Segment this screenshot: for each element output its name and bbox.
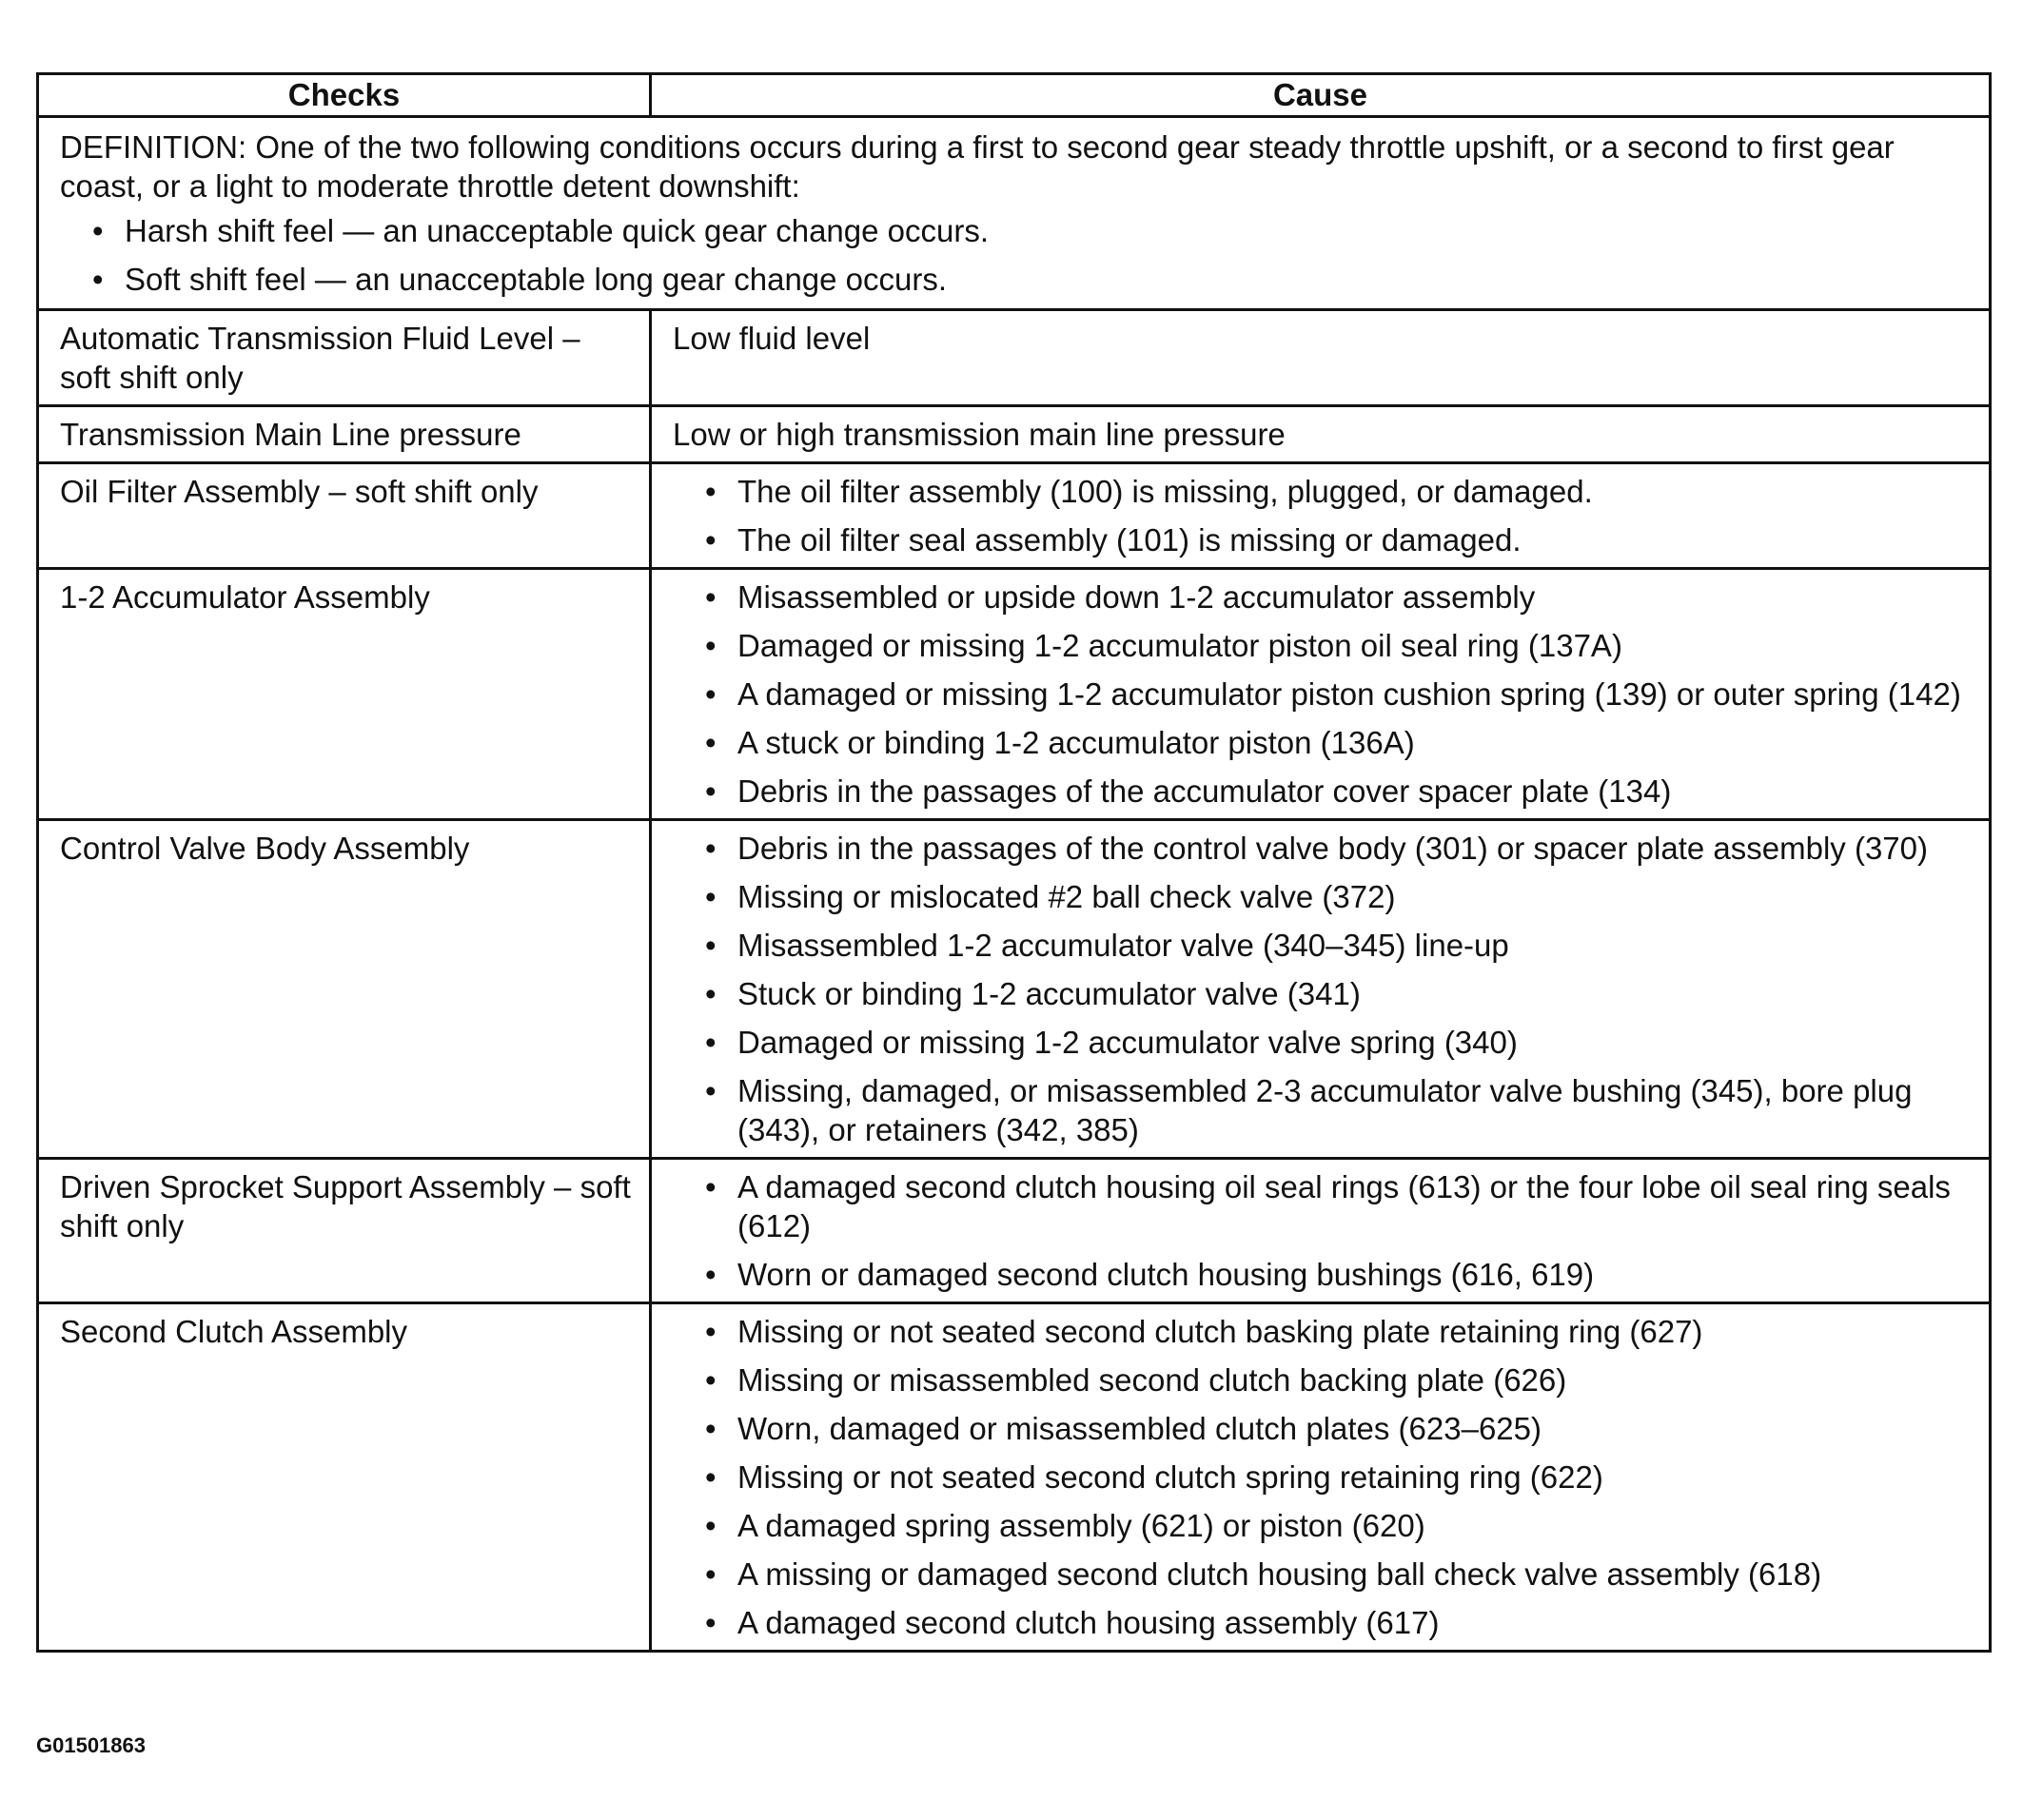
cause-cell bbox=[651, 463, 1991, 569]
cause-text: Low or high transmission main line pressure bbox=[673, 417, 1286, 452]
cause-item bbox=[673, 829, 1974, 868]
cause-bullet-list bbox=[673, 829, 1974, 1149]
cause-cell bbox=[651, 1303, 1991, 1652]
bullet-dot-icon: • bbox=[705, 1459, 717, 1495]
cause-item bbox=[673, 1603, 1974, 1642]
table-row bbox=[38, 310, 1991, 406]
cause-item bbox=[673, 577, 1974, 616]
bullet-dot-icon: • bbox=[705, 879, 717, 914]
check-cell: Oil Filter Assembly – soft shift only bbox=[38, 463, 651, 569]
check-cell: Transmission Main Line pressure bbox=[38, 406, 651, 463]
bullet-text: Misassembled 1-2 accumulator valve (340–345) line-up bbox=[737, 928, 1509, 963]
bullet-dot-icon: • bbox=[705, 474, 717, 509]
cause-item bbox=[673, 1071, 1974, 1149]
bullet-dot-icon: • bbox=[705, 628, 717, 663]
cause-item bbox=[673, 675, 1974, 714]
bullet-dot-icon: • bbox=[92, 262, 104, 297]
bullet-text: Missing or misassembled second clutch backing plate (626) bbox=[737, 1362, 1567, 1398]
definition-bullet bbox=[60, 260, 1966, 299]
bullet-text: Missing or not seated second clutch basking plate retaining ring (627) bbox=[737, 1314, 1703, 1349]
bullet-dot-icon: • bbox=[705, 522, 717, 558]
cause-bullet-list bbox=[673, 1312, 1974, 1642]
cause-cell bbox=[651, 1159, 1991, 1303]
bullet-text: Misassembled or upside down 1-2 accumulator assembly bbox=[737, 579, 1536, 615]
cause-item bbox=[673, 1506, 1974, 1545]
bullet-text: Soft shift feel — an unacceptable long gear change occurs. bbox=[125, 262, 948, 297]
bullet-text: Worn, damaged or misassembled clutch plates (623–625) bbox=[737, 1411, 1542, 1446]
bullet-dot-icon: • bbox=[705, 1362, 717, 1398]
bullet-dot-icon: • bbox=[705, 1073, 717, 1108]
check-cell: Control Valve Body Assembly bbox=[38, 820, 651, 1159]
bullet-dot-icon: • bbox=[705, 1257, 717, 1292]
cause-item bbox=[673, 1023, 1974, 1062]
bullet-text: The oil filter assembly (100) is missing, plugged, or damaged. bbox=[737, 474, 1593, 509]
bullet-dot-icon: • bbox=[705, 976, 717, 1011]
table-row bbox=[38, 569, 1991, 820]
cause-item bbox=[673, 772, 1974, 811]
cause-bullet-list bbox=[673, 472, 1974, 559]
bullet-text: Stuck or binding 1-2 accumulator valve (341) bbox=[737, 976, 1361, 1011]
bullet-text: Missing or mislocated #2 ball check valve (372) bbox=[737, 879, 1396, 914]
diagnostic-table bbox=[36, 72, 1992, 1653]
table-row bbox=[38, 406, 1991, 463]
bullet-text: The oil filter seal assembly (101) is missing or damaged. bbox=[737, 522, 1522, 558]
bullet-dot-icon: • bbox=[705, 676, 717, 712]
cause-item bbox=[673, 877, 1974, 916]
cause-bullet-list bbox=[673, 577, 1974, 811]
bullet-dot-icon: • bbox=[705, 1556, 717, 1592]
cause-item bbox=[673, 1458, 1974, 1497]
cause-bullet-list bbox=[673, 1167, 1974, 1294]
cause-item bbox=[673, 1167, 1974, 1245]
cause-item bbox=[673, 1360, 1974, 1399]
bullet-text: Missing, damaged, or misassembled 2-3 accumulator valve bushing (345), bore plug (343), or retainers (342, 385) bbox=[737, 1073, 1913, 1147]
cause-cell bbox=[651, 310, 1991, 406]
table-row bbox=[38, 1303, 1991, 1652]
bullet-dot-icon: • bbox=[705, 831, 717, 866]
bullet-dot-icon: • bbox=[705, 773, 717, 809]
bullet-dot-icon: • bbox=[705, 1169, 717, 1204]
cause-item bbox=[673, 520, 1974, 559]
check-cell: 1-2 Accumulator Assembly bbox=[38, 569, 651, 820]
cause-item bbox=[673, 926, 1974, 965]
cause-text: Low fluid level bbox=[673, 321, 871, 356]
cause-item bbox=[673, 1555, 1974, 1594]
cause-column-header: Cause bbox=[651, 74, 1991, 117]
definition-bullet-list bbox=[60, 211, 1966, 299]
bullet-text: A damaged second clutch housing assembly (617) bbox=[737, 1605, 1440, 1640]
bullet-dot-icon: • bbox=[705, 1508, 717, 1543]
figure-code: G01501863 bbox=[36, 1733, 146, 1757]
bullet-dot-icon: • bbox=[705, 928, 717, 963]
bullet-text: Damaged or missing 1-2 accumulator piston oil seal ring (137A) bbox=[737, 628, 1622, 663]
bullet-text: A damaged or missing 1-2 accumulator piston cushion spring (139) or outer spring (142) bbox=[737, 676, 1961, 712]
check-cell: Second Clutch Assembly bbox=[38, 1303, 651, 1652]
bullet-text: A damaged spring assembly (621) or piston (620) bbox=[737, 1508, 1425, 1543]
cause-item bbox=[673, 1255, 1974, 1294]
table-row bbox=[38, 1159, 1991, 1303]
bullet-dot-icon: • bbox=[92, 213, 104, 248]
bullet-text: Harsh shift feel — an unacceptable quick gear change occurs. bbox=[125, 213, 990, 248]
bullet-text: Worn or damaged second clutch housing bushings (616, 619) bbox=[737, 1257, 1595, 1292]
bullet-text: A damaged second clutch housing oil seal rings (613) or the four lobe oil seal ring seals (612) bbox=[737, 1169, 1951, 1243]
cause-item bbox=[673, 723, 1974, 762]
check-cell: Automatic Transmission Fluid Level – soft shift only bbox=[38, 310, 651, 406]
bullet-dot-icon: • bbox=[705, 1411, 717, 1446]
cause-item bbox=[673, 1312, 1974, 1351]
cause-item bbox=[673, 974, 1974, 1013]
bullet-dot-icon: • bbox=[705, 1314, 717, 1349]
definition-text: DEFINITION: One of the two following conditions occurs during a first to second gear steady throttle upshift, or a second to first gear coast, or a light to moderate throttle detent downshift: bbox=[60, 129, 1895, 204]
cause-item bbox=[673, 626, 1974, 665]
bullet-text: A missing or damaged second clutch housing ball check valve assembly (618) bbox=[737, 1556, 1822, 1592]
table-header-row bbox=[38, 74, 1991, 117]
bullet-text: Damaged or missing 1-2 accumulator valve spring (340) bbox=[737, 1025, 1518, 1060]
definition-cell bbox=[38, 117, 1991, 310]
cause-cell bbox=[651, 406, 1991, 463]
bullet-text: Missing or not seated second clutch spring retaining ring (622) bbox=[737, 1459, 1603, 1495]
bullet-dot-icon: • bbox=[705, 725, 717, 760]
bullet-text: Debris in the passages of the control valve body (301) or spacer plate assembly (370) bbox=[737, 831, 1928, 866]
bullet-dot-icon: • bbox=[705, 1025, 717, 1060]
cause-item bbox=[673, 1409, 1974, 1448]
checks-column-header: Checks bbox=[38, 74, 651, 117]
diagnostic-table-wrapper bbox=[36, 72, 1989, 1653]
bullet-dot-icon: • bbox=[705, 579, 717, 615]
bullet-text: Debris in the passages of the accumulator cover spacer plate (134) bbox=[737, 773, 1672, 809]
bullet-dot-icon: • bbox=[705, 1605, 717, 1640]
table-row bbox=[38, 820, 1991, 1159]
definition-bullet bbox=[60, 211, 1966, 250]
table-row bbox=[38, 463, 1991, 569]
bullet-text: A stuck or binding 1-2 accumulator piston (136A) bbox=[737, 725, 1415, 760]
cause-item bbox=[673, 472, 1974, 511]
cause-cell bbox=[651, 820, 1991, 1159]
definition-row bbox=[38, 117, 1991, 310]
check-cell: Driven Sprocket Support Assembly – soft shift only bbox=[38, 1159, 651, 1303]
cause-cell bbox=[651, 569, 1991, 820]
